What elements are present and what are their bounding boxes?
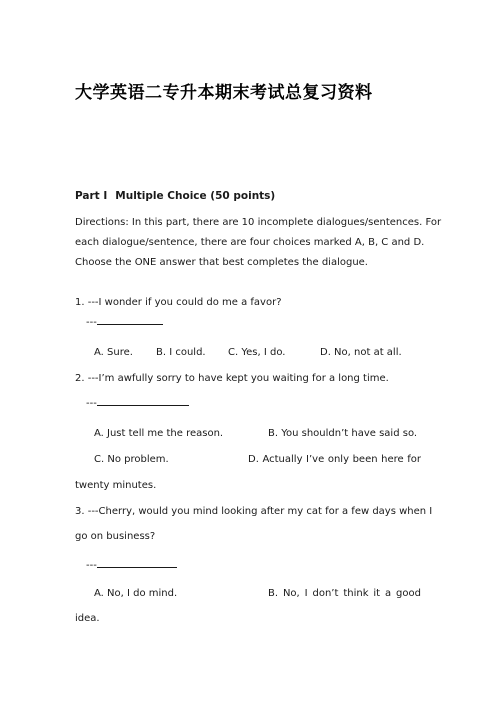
question-2-prompt: 2. ---I’m awfully sorry to have kept you waiting for a long time. (75, 373, 389, 384)
directions-line: Directions: In this part, there are 10 incomplete dialogues/sentences. For (75, 217, 442, 228)
question-1-reply (86, 313, 163, 333)
question-2-option-a: A. Just tell me the reason. (94, 428, 224, 439)
answer-blank (97, 394, 189, 406)
part-label: Part I (75, 190, 108, 202)
question-3-prompt-line-1: 3. ---Cherry, would you mind looking after my cat for a few days when I (75, 506, 433, 517)
answer-blank (97, 313, 163, 325)
question-3-option-b-continuation: idea. (75, 613, 100, 624)
directions-line: Choose the ONE answer that best completes the dialogue. (75, 257, 368, 268)
question-2-option-d-continuation: twenty minutes. (75, 480, 157, 491)
document-title: 大学英语二专升本期末考试总复习资料 (75, 83, 373, 103)
reply-prefix: --- (86, 560, 97, 571)
question-1-prompt: 1. ---I wonder if you could do me a favor? (75, 297, 282, 308)
directions-paragraph (75, 213, 442, 273)
answer-blank (97, 556, 177, 568)
question-2-reply (86, 394, 189, 414)
question-1-option-a: A. Sure. (94, 347, 133, 358)
question-1-option-d: D. No, not at all. (320, 347, 402, 358)
reply-prefix: --- (86, 398, 97, 409)
question-3-reply (86, 556, 177, 576)
question-3-prompt-line-2: go on business? (75, 531, 156, 542)
question-2-option-d: D. Actually I’ve only been here for (248, 454, 421, 465)
question-3-option-a: A. No, I do mind. (94, 588, 178, 599)
directions-line: each dialogue/sentence, there are four choices marked A, B, C and D. (75, 237, 425, 248)
part-heading (75, 190, 275, 202)
reply-prefix: --- (86, 317, 97, 328)
question-2-option-c: C. No problem. (94, 454, 169, 465)
question-1-option-c: C. Yes, I do. (228, 347, 286, 358)
part-name: Multiple Choice (50 points) (115, 190, 276, 202)
question-2-option-b: B. You shouldn’t have said so. (268, 428, 418, 439)
question-3-option-b: B. No, I don’t think it a good (268, 588, 421, 599)
question-1-option-b: B. I could. (156, 347, 206, 358)
